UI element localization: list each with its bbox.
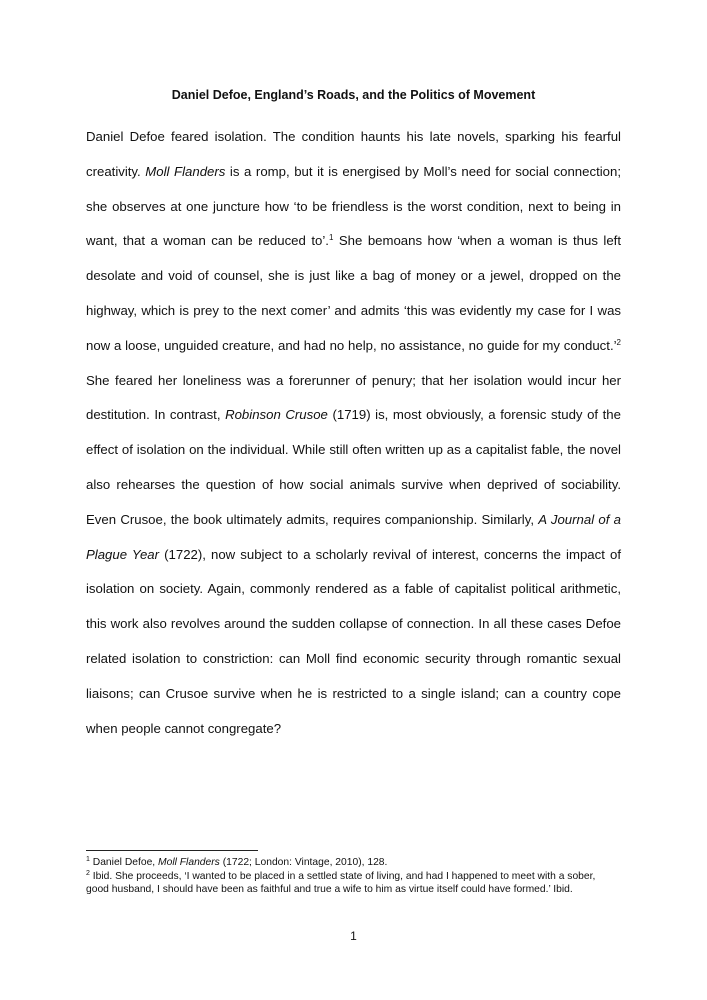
body-text bbox=[86, 120, 621, 746]
paragraph bbox=[86, 120, 621, 746]
footnote-divider bbox=[86, 850, 258, 851]
footnote-number: 2 bbox=[86, 869, 90, 877]
footnote-2 bbox=[86, 870, 621, 897]
footnote-ref-1[interactable]: 1 bbox=[328, 233, 334, 243]
body-sentence: Daniel Defoe feared isolation. The condition haunts his late novels, sparking his fearful creativity. bbox=[86, 129, 621, 179]
body-sentence: is a romp, but it is energised by Moll’s need for social connection; she observes at one juncture how ‘to be friendless is the worst condition, next to being in want, that a woman can be reduced to’. bbox=[86, 163, 621, 249]
work-title-robinson-crusoe: Robinson Crusoe bbox=[225, 407, 328, 423]
work-title-moll-flanders: Moll Flanders bbox=[145, 163, 226, 179]
body-sentence: (1719) is, most obviously, a forensic study of the effect of isolation on the individual. While still often written up as a capitalist fable, the novel also rehearses the question of how social animals survive when deprived of sociability. Even Crusoe, the book ultimately admits, requires companionship. Similarly, bbox=[86, 407, 621, 527]
footnote-text: Ibid. She proceeds, ‘I wanted to be placed in a settled state of living, and had I happened to meet with a sober, good husband, I should have been as faithful and true a wife to him as virtue itself could have formed.’ Ibid. bbox=[86, 870, 596, 895]
footnote-text: Daniel Defoe, bbox=[89, 857, 159, 868]
footnote-ref-2[interactable]: 2 bbox=[616, 337, 621, 347]
footnote-number: 1 bbox=[86, 856, 90, 863]
footnote-1 bbox=[86, 856, 621, 870]
page-title: Daniel Defoe, England’s Roads, and the Politics of Movement bbox=[171, 88, 536, 102]
footnote-work-title: Moll Flanders bbox=[158, 857, 220, 868]
work-title-journal-plague-year: A Journal of a Plague Year bbox=[86, 511, 621, 562]
body-sentence: She feared her loneliness was a forerunner of penury; that her isolation would incur her destitution. In contrast, bbox=[86, 372, 621, 423]
footnote-text: (1722; London: Vintage, 2010), 128. bbox=[219, 857, 388, 868]
body-sentence: (1722), now subject to a scholarly revival of interest, concerns the impact of isolation on society. Again, commonly rendered as a fable of capitalist political arithmetic, this work also revolves around the sudden collapse of connection. In all these cases Defoe related isolation to constriction: can Moll find economic security through romantic sexual liaisons; can Crusoe survive when he is restricted to a single island; can a country cope when people cannot congregate? bbox=[86, 546, 621, 736]
footnotes bbox=[86, 856, 621, 897]
page-number: 1 bbox=[350, 929, 357, 943]
body-sentence: She bemoans how ‘when a woman is thus left desolate and void of counsel, she is just like a bag of money or a jewel, dropped on the highway, which is prey to the next comer’ and admits ‘this was evidently my case for I was now a loose, unguided creature, and had no help, no assistance, no guide for my conduct.’ bbox=[86, 233, 621, 353]
